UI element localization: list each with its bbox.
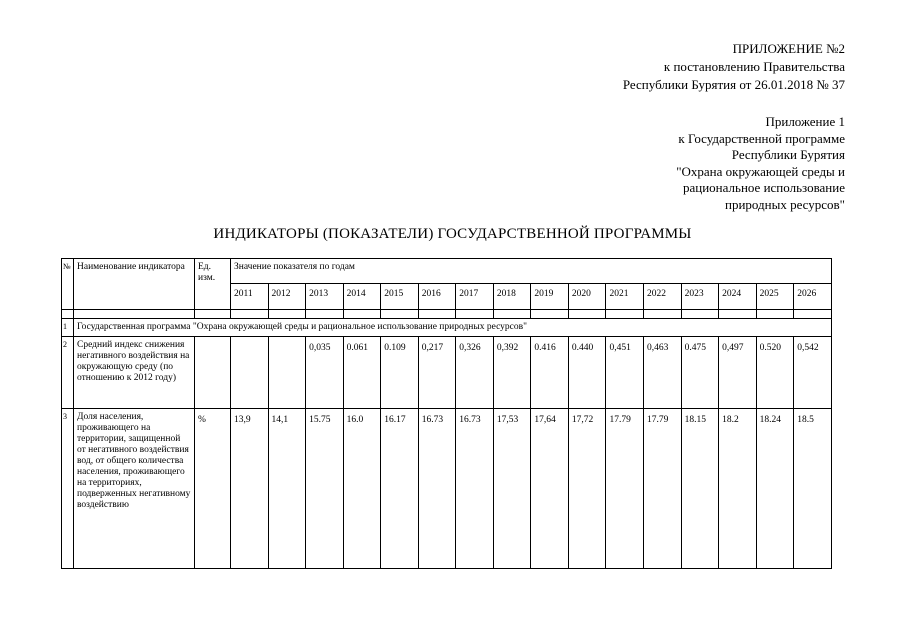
- value-cell: 0.109: [381, 337, 419, 409]
- value-cell: 18.2: [719, 409, 757, 569]
- appendix-1-line: рациональное использование: [683, 180, 845, 195]
- header-values: Значение показателя по годам: [231, 259, 832, 284]
- indicator-unit: %: [195, 409, 231, 569]
- value-cell: 0.416: [531, 337, 569, 409]
- spacer-row: [62, 310, 832, 319]
- value-cell: 16.0: [343, 409, 381, 569]
- row-num: 2: [62, 337, 74, 409]
- value-cell: 0,217: [418, 337, 456, 409]
- appendix-2-line: Республики Бурятия от 26.01.2018 № 37: [622, 77, 845, 92]
- value-cell: 17.79: [606, 409, 644, 569]
- year-cell: 2026: [794, 284, 832, 310]
- indicator-unit: [195, 337, 231, 409]
- value-cell: 0.520: [756, 337, 794, 409]
- header-name: Наименование индикатора: [74, 259, 195, 310]
- value-cell: 0.440: [568, 337, 606, 409]
- year-cell: 2019: [531, 284, 569, 310]
- value-cell: 18.15: [681, 409, 719, 569]
- appendix-1-line: к Государственной программе: [678, 130, 845, 146]
- appendix-1-line: "Охрана окружающей среды и: [676, 163, 845, 179]
- value-cell: [231, 337, 269, 409]
- year-cell: 2011: [231, 284, 269, 310]
- value-cell: 16.73: [418, 409, 456, 569]
- value-cell: 17,64: [531, 409, 569, 569]
- value-cell: 17.79: [644, 409, 682, 569]
- appendix-1-line: Республики Бурятия: [731, 147, 845, 162]
- header-unit: Ед. изм.: [195, 259, 231, 310]
- table-row: [62, 409, 832, 569]
- value-cell: 16.17: [381, 409, 419, 569]
- value-cell: 18.5: [794, 409, 832, 569]
- year-cell: 2018: [493, 284, 531, 310]
- year-cell: 2025: [756, 284, 794, 310]
- value-cell: 0,035: [306, 337, 344, 409]
- indicator-name: Доля населения, проживающего на территории, защищенной от негативного воздействия вод, от общего количества населения, проживающего на территориях, подверженных негативному воздействию: [74, 409, 195, 569]
- appendix-2-header: [623, 40, 845, 94]
- value-cell: [268, 337, 306, 409]
- year-cell: 2021: [606, 284, 644, 310]
- program-row: [62, 319, 832, 337]
- value-cell: 17,53: [493, 409, 531, 569]
- year-cell: 2023: [681, 284, 719, 310]
- indicators-table: [61, 258, 832, 569]
- row-num: 3: [62, 409, 74, 569]
- value-cell: 0,392: [493, 337, 531, 409]
- value-cell: 14,1: [268, 409, 306, 569]
- value-cell: 16.73: [456, 409, 494, 569]
- table-header-row: [62, 259, 832, 284]
- value-cell: 18.24: [756, 409, 794, 569]
- row-num: 1: [62, 319, 74, 337]
- header-num: №: [62, 259, 74, 310]
- appendix-1-line: Приложение 1: [765, 114, 845, 129]
- value-cell: 13,9: [231, 409, 269, 569]
- value-cell: 0,542: [794, 337, 832, 409]
- value-cell: 0,326: [456, 337, 494, 409]
- year-cell: 2020: [568, 284, 606, 310]
- year-cell: 2012: [268, 284, 306, 310]
- value-cell: 17,72: [568, 409, 606, 569]
- program-name: Государственная программа "Охрана окружающей среды и рациональное использование природных ресурсов": [74, 319, 832, 337]
- year-cell: 2013: [306, 284, 344, 310]
- value-cell: 0,451: [606, 337, 644, 409]
- year-cell: 2014: [343, 284, 381, 310]
- year-cell: 2022: [644, 284, 682, 310]
- table-row: [62, 337, 832, 409]
- year-cell: 2015: [381, 284, 419, 310]
- year-cell: 2017: [456, 284, 494, 310]
- indicator-name: Средний индекс снижения негативного воздействия на окружающую среду (по отношению к 2012 году): [74, 337, 195, 409]
- appendix-1-line: природных ресурсов": [724, 196, 845, 212]
- value-cell: 15.75: [306, 409, 344, 569]
- appendix-2-line: к постановлению Правительства: [663, 59, 845, 74]
- document-title: ИНДИКАТОРЫ (ПОКАЗАТЕЛИ) ГОСУДАРСТВЕННОЙ ПРОГРАММЫ: [213, 226, 692, 242]
- year-cell: 2024: [719, 284, 757, 310]
- year-cell: 2016: [418, 284, 456, 310]
- value-cell: 0.061: [343, 337, 381, 409]
- appendix-2-line: ПРИЛОЖЕНИЕ №2: [732, 41, 845, 56]
- appendix-1-header: [676, 114, 845, 213]
- value-cell: 0.475: [681, 337, 719, 409]
- value-cell: 0,497: [719, 337, 757, 409]
- value-cell: 0,463: [644, 337, 682, 409]
